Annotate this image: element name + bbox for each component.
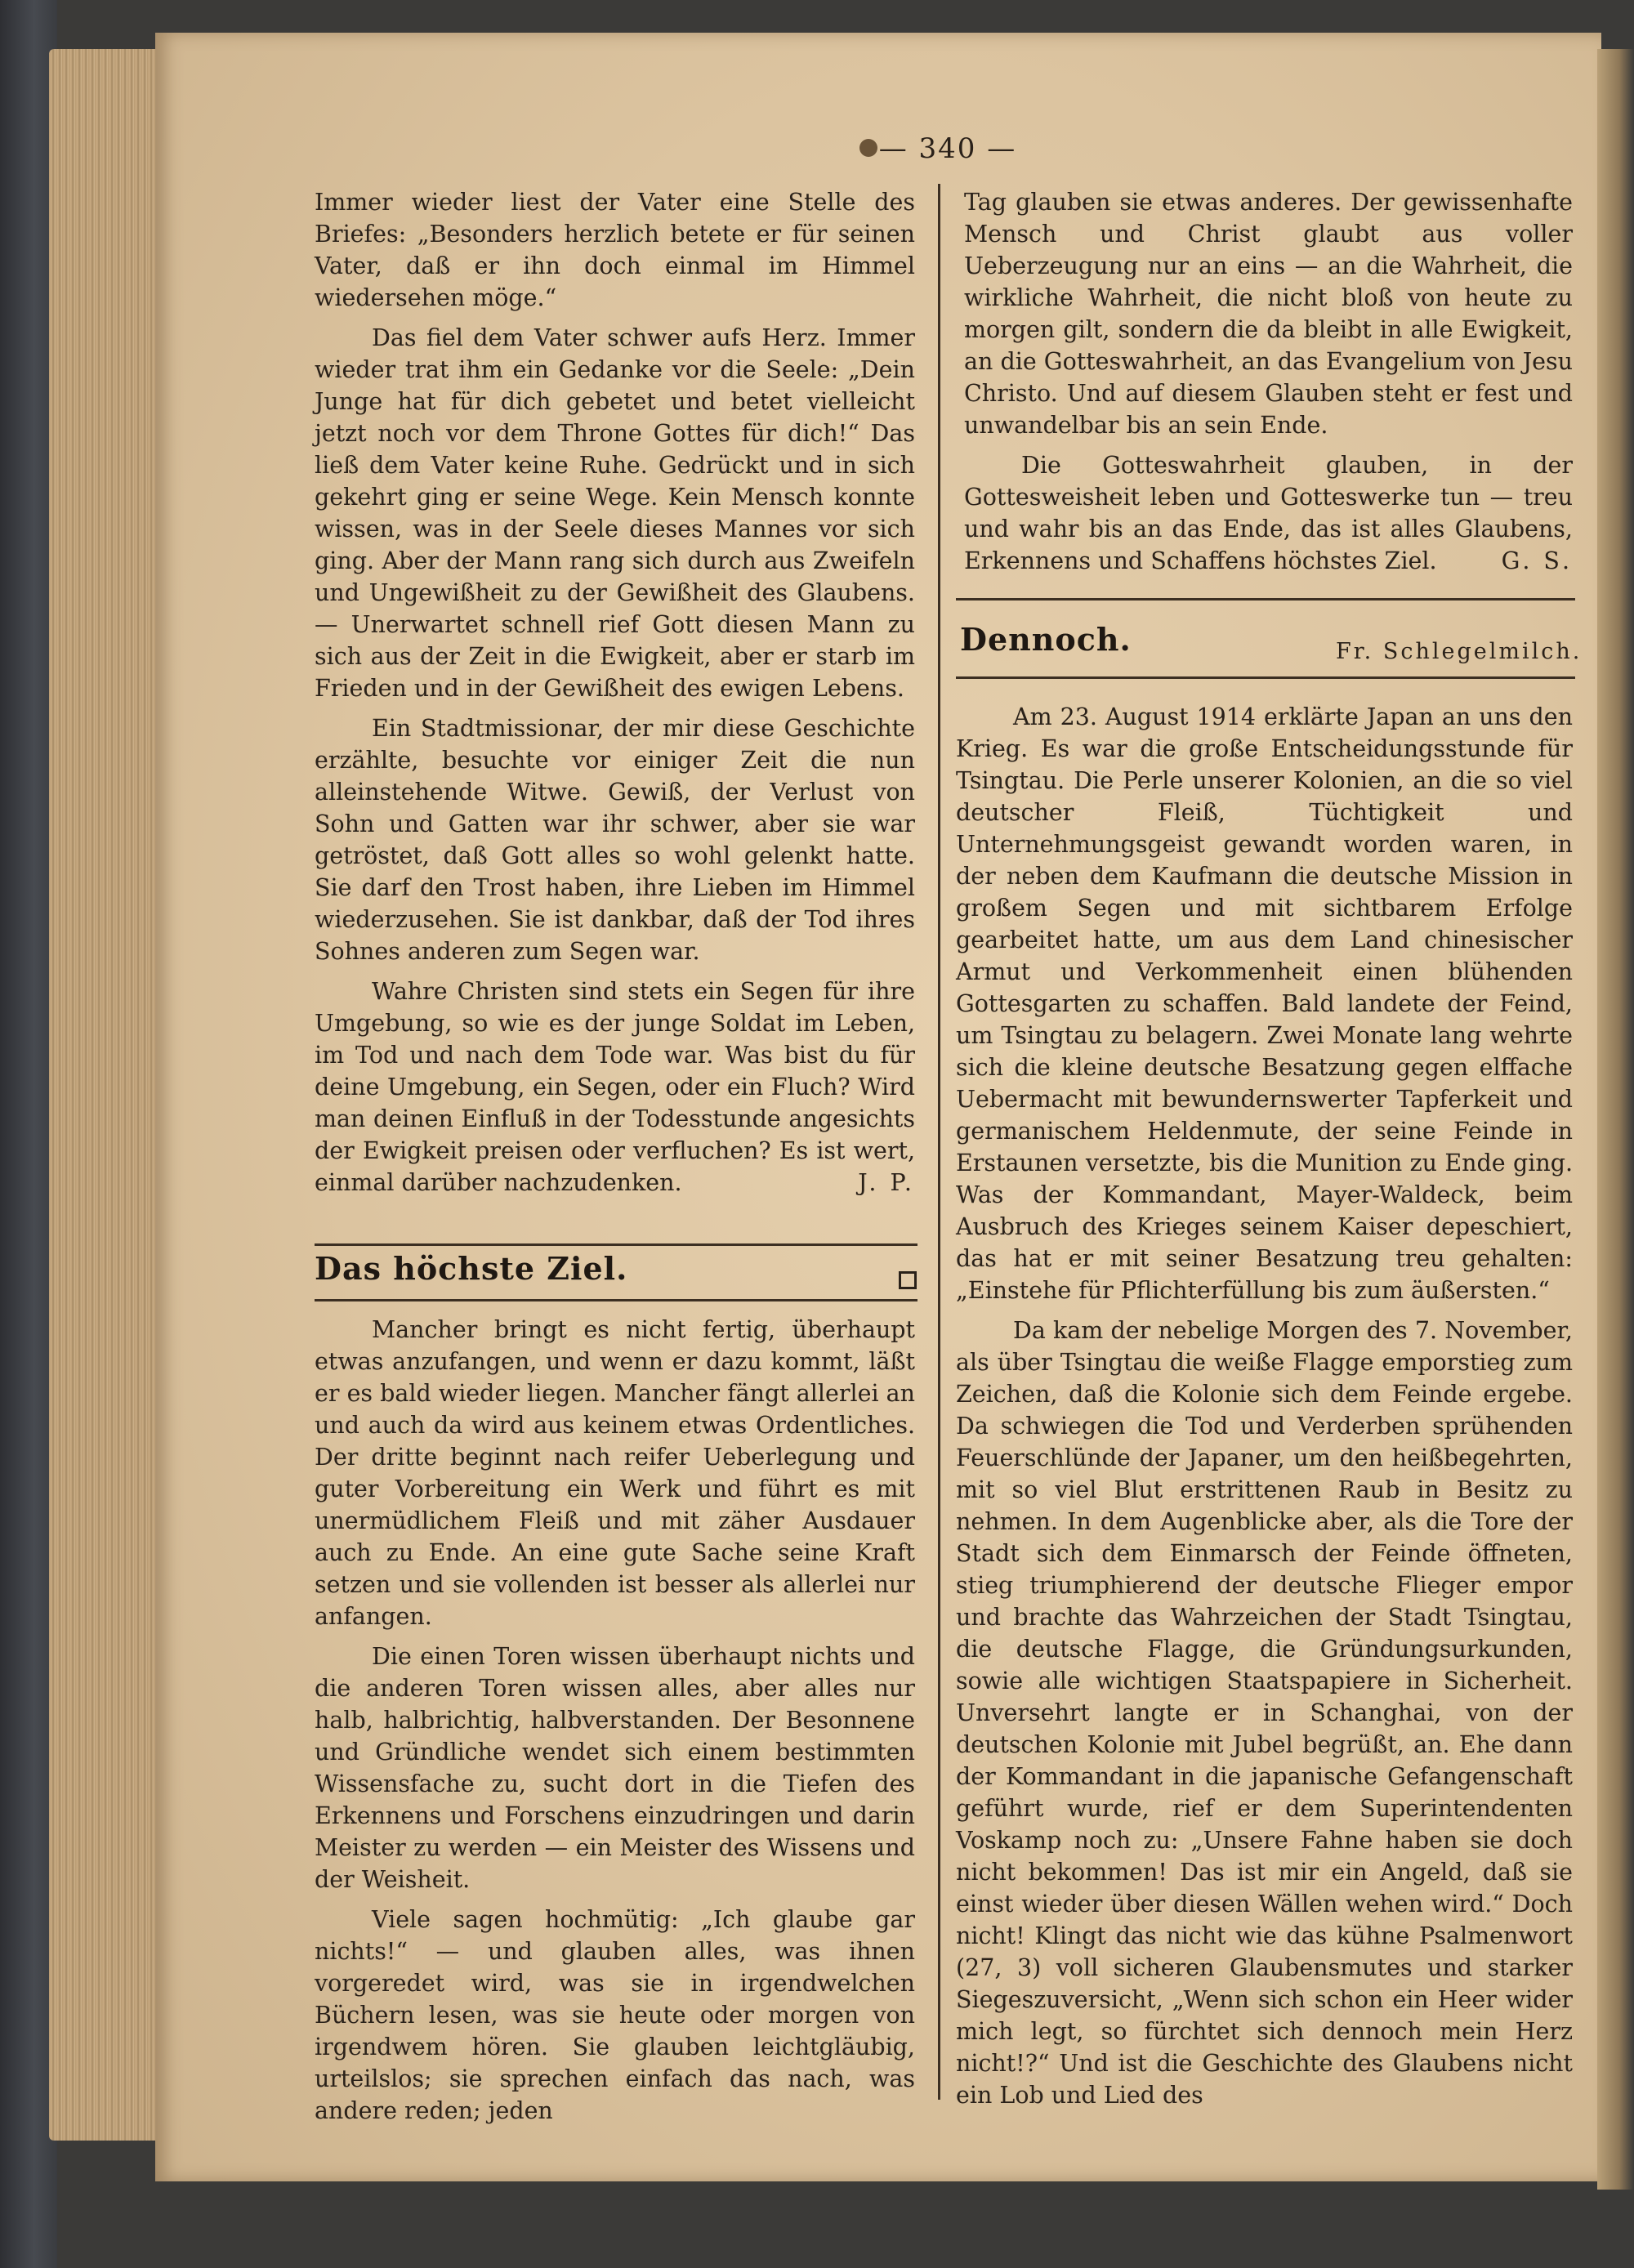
paragraph: Da kam der nebelige Morgen des 7. November, als über Tsingtau die weiße Flagge emporstieg zum Zeichen, daß die Kolonie sich dem Feinde ergebe. Da schwiegen die Tod und Verderben sprühenden Feuerschlünde der Japaner, um den heißbegehrten, mit so viel Blut erstrittenen Raub in Besitz zu nehmen. In dem Augenblicke aber, als die Tore der Stadt sich dem Einmarsch der Feinde öffneten, stieg triumphierend der deutsche Flieger empor und brachte das Wahrzeichen der Stadt Tsingtau, die deutsche Flagge, die Gründungsurkunden, sowie alle wichtigen Staatspapiere in Sicherheit. Unversehrt langte er in Schanghai, von der deutschen Kolonie mit Jubel begrüßt, an. Ehe dann der Kommandant in die japanische Gefangenschaft geführt wurde, rief er dem Superintendenten Voskamp noch zu: „Unsere Fahne haben sie doch nicht bekommen! Das ist mir ein Angeld, daß sie einst wieder über diesen Wällen wehen wird.“ Doch nicht! Klingt das nicht wie das kühne Psalmenwort (27, 3) voll sicheren Glaubensmutes und starker Siegeszuversicht, „Wenn sich schon ein Heer wider mich legt, so fürchtet sich dennoch mein Herz nicht!?“ Und ist die Geschichte des Glaubens nicht ein Lob und Lied des <box>956 1317 1573 2109</box>
paragraph: Viele sagen hochmütig: „Ich glaube gar nichts!“ — und glauben alles, was ihnen vorgeredet wird, was sie in irgendwelchen Büchern lesen, was sie heute oder morgen von irgendwem hören. Sie glauben leichtgläubig, urteilslos; sie sprechen einfach das nach, was andere reden; jeden <box>315 1906 915 2124</box>
paragraph-text: Die Gotteswahrheit glauben, in der Gottesweisheit leben und Gotteswerke tun — treu und wahr bis an das Ende, das ist alles Glaubens, Erkennens und Schaffens höchstes Ziel. <box>964 452 1573 574</box>
signature: G. S. <box>1501 547 1573 574</box>
right-column-top <box>964 186 1573 585</box>
paragraph-text: Wahre Christen sind stets ein Segen für ihre Umgebung, so wie es der junge Soldat im Leben, im Tod und nach dem Tode war. Was bist du für deine Umgebung, ein Segen, oder ein Fluch? Wird man deinen Einfluß in der Todesstunde angesichts der Ewigkeit preisen oder verfluchen? Es ist wert, einmal darüber nachzudenken. <box>315 978 915 1196</box>
paragraph: Immer wieder liest der Vater eine Stelle des Briefes: „Besonders herzlich betete er für seinen Vater, daß er ihn doch einmal im Himmel wiedersehen möge.“ <box>315 189 915 311</box>
paragraph <box>964 449 1573 577</box>
article-title: Das höchste Ziel. <box>315 1250 628 1287</box>
page-number: — 340 — <box>878 132 1017 165</box>
square-icon <box>899 1271 917 1289</box>
left-column-top <box>315 186 915 1207</box>
section-rule <box>956 676 1575 679</box>
signature: J. P. <box>858 1169 915 1196</box>
column-divider <box>938 184 940 2100</box>
paragraph: Die einen Toren wissen überhaupt nichts und die anderen Toren wissen alles, aber alles nur halb, halbrichtig, halbverstanden. Der Besonnene und Gründliche wendet sich einem bestimmten Wissensfache zu, sucht dort in die Tiefen des Erkennens und Forschens einzudringen und darin Meister zu werden — ein Meister des Wissens und der Weisheit. <box>315 1643 915 1893</box>
page-stack-edge <box>49 49 163 2141</box>
paragraph: Mancher bringt es nicht fertig, überhaupt etwas anzufangen, und wenn er dazu kommt, läßt er es bald wieder liegen. Mancher fängt allerlei an und auch da wird aus keinem etwas Ordentliches. Der dritte beginnt nach reifer Ueberlegung und guter Vorbereitung ein Werk und führt es mit unermüdlichem Fleiß und mit zäher Ausdauer auch zu Ende. An eine gute Sache seine Kraft setzen und sie vollenden ist besser als allerlei nur anfangen. <box>315 1316 915 1630</box>
paragraph: Ein Stadtmissionar, der mir diese Geschichte erzählte, besuchte vor einiger Zeit die nun alleinstehende Witwe. Gewiß, der Verlust von Sohn und Gatten war ihr schwer, aber sie war getröstet, daß Gott alles so wohl gelenkt hatte. Sie darf den Trost haben, ihre Lieben im Himmel wiederzusehen. Sie ist dankbar, daß der Tod ihres Sohnes anderen zum Segen war. <box>315 715 915 965</box>
article2-body <box>315 1314 915 2135</box>
article-title: Dennoch. <box>960 621 1132 658</box>
article3-body <box>956 701 1573 2119</box>
section-rule <box>315 1299 917 1301</box>
section-rule <box>315 1243 917 1246</box>
section-rule <box>956 598 1575 600</box>
next-page-edge <box>1597 49 1634 2190</box>
paragraph <box>315 976 915 1199</box>
paragraph: Das fiel dem Vater schwer aufs Herz. Immer wieder trat ihm ein Gedanke vor die Seele: „Dein Junge hat für dich gebetet und betet vielleicht jetzt noch vor dem Throne Gottes für dich!“ Das ließ dem Vater keine Ruhe. Gedrückt und in sich gekehrt ging er seine Wege. Kein Mensch konnte wissen, was in der Seele dieses Mannes vor sich ging. Aber der Mann rang sich durch aus Zweifeln und Ungewißheit zu der Gewißheit des Glaubens. — Unerwartet schnell rief Gott diesen Mann zu sich aus der Zeit in die Ewigkeit, aber er starb im Frieden und in der Gewißheit des ewigen Lebens. <box>315 324 915 702</box>
paragraph: Am 23. August 1914 erklärte Japan an uns den Krieg. Es war die große Entscheidungsstunde für Tsingtau. Die Perle unserer Kolonien, an die so viel deutscher Fleiß, Tüchtigkeit und Unternehmungsgeist gewandt worden waren, in der neben dem Kaufmann die deutsche Mission in großem Segen und mit sichtbarem Erfolge gearbeitet hatte, um aus dem Land chinesischer Armut und Verkommenheit einen blühenden Gottesgarten zu schaffen. Bald landete der Feind, um Tsingtau zu belagern. Zwei Monate lang wehrte sich die kleine deutsche Besatzung gegen elffache Uebermacht mit bewundernswerter Tapferkeit und germanischem Heldenmute, der seine Feinde in Erstaunen versetzte, bis die Munition zu Ende ging. Was der Kommandant, Mayer-Waldeck, beim Ausbruch des Krieges seinem Kaiser depeschiert, das hat er mit seiner Besatzung treu gehalten: „Einstehe für Pflichterfüllung bis zum äußersten.“ <box>956 703 1573 1304</box>
article-byline: Fr. Schlegelmilch. <box>1336 639 1583 664</box>
paragraph: Tag glauben sie etwas anderes. Der gewissenhafte Mensch und Christ glaubt aus voller Ueberzeugung nur an eins — an die Wahrheit, die wirkliche Wahrheit, die nicht bloß von heute zu morgen gilt, sondern die da bleibt in alle Ewigkeit, an die Gotteswahrheit, an das Evangelium von Jesu Christo. Und auf diesem Glauben steht er fest und unwandelbar bis an sein Ende. <box>964 189 1573 439</box>
